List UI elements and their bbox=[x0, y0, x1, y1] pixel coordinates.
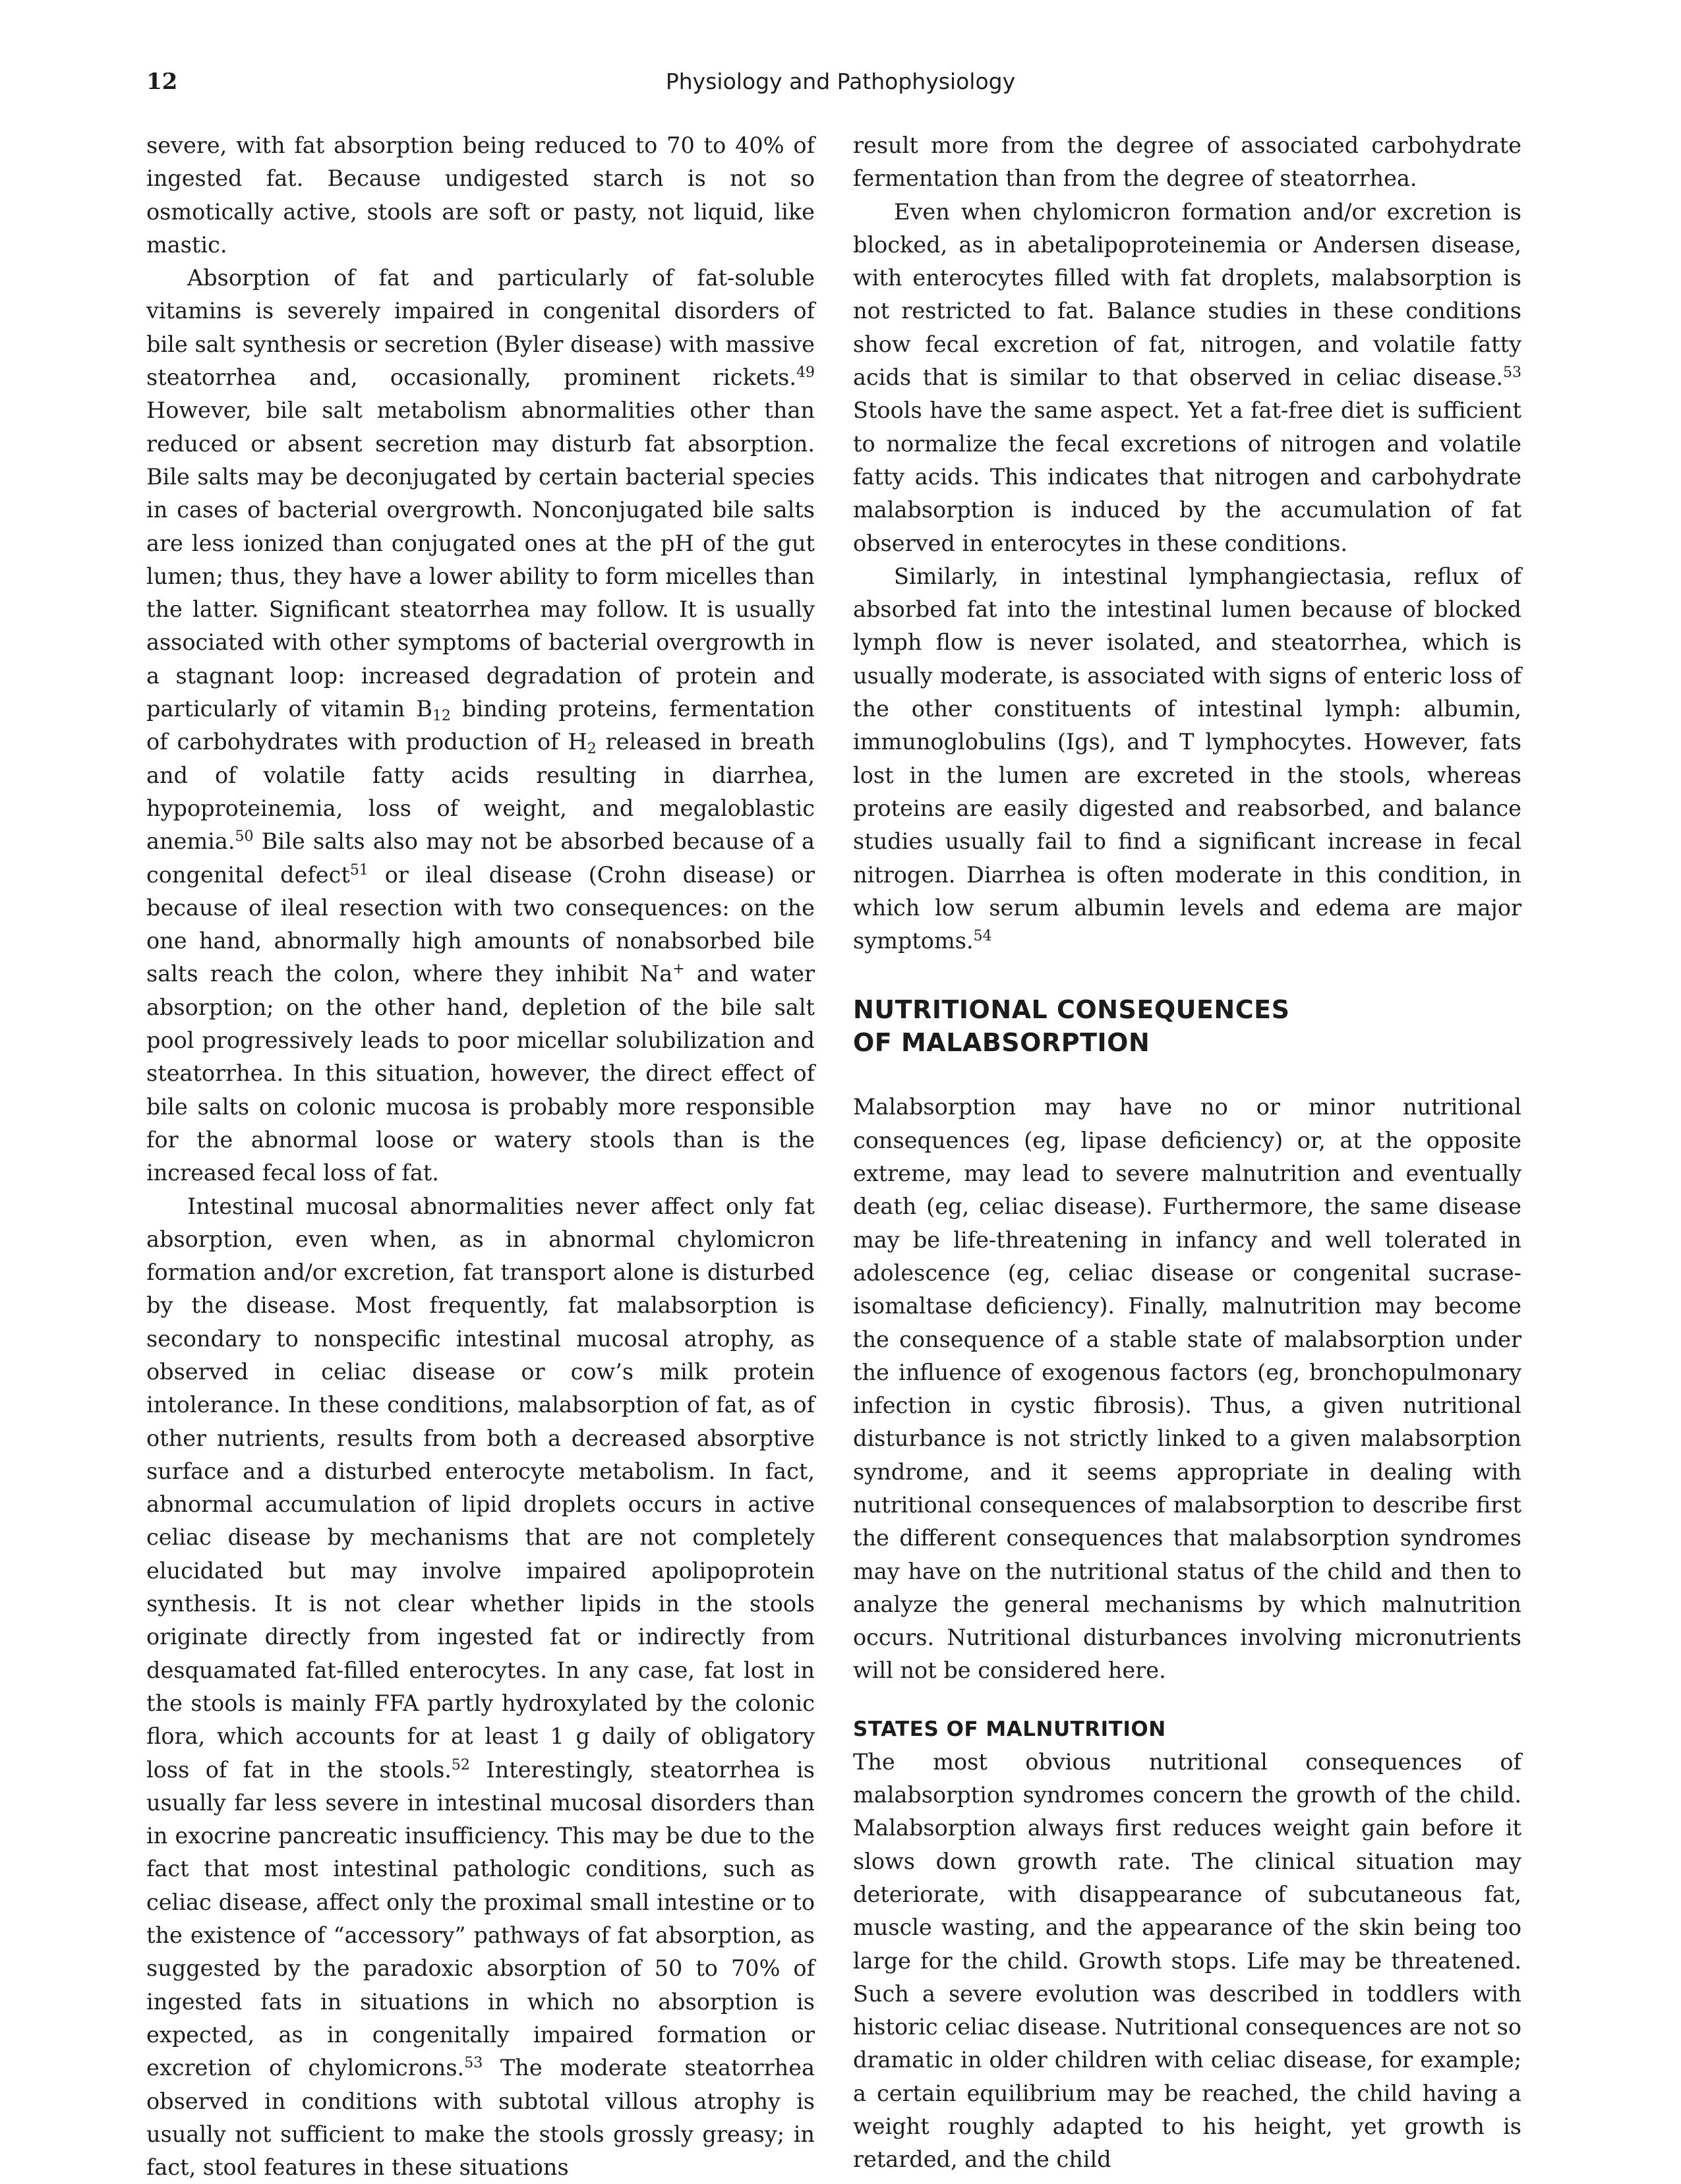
text: result more from the degree of associated carbohydrate fermentation than from the degree of steatorrhea. bbox=[853, 132, 1521, 191]
text: The most obvious nutritional consequences of malabsorption syndromes concern the growth of the child. Malabsorption always first reduces weight gain before it slows down growth rate. The clinical situation may deteriorate, with disappearance of subcutaneous fat, muscle wasting, and the appearance of the skin being too large for the child. Growth stops. Life may be threatened. Such a severe evolution was described in toddlers with historic celiac disease. Nutritional consequences are not so dramatic in older children with celiac disease, for example; a certain equilibrium may be reached, the child having a weight roughly adapted to his height, yet growth is retarded, and the child bbox=[853, 1749, 1521, 2173]
paragraph bbox=[853, 1746, 1521, 2177]
running-header: Physiology and Pathophysiology bbox=[0, 69, 1681, 94]
subsection-heading: STATES OF MALNUTRITION bbox=[853, 1713, 1521, 1746]
citation: 53 bbox=[464, 2055, 483, 2071]
paragraph bbox=[853, 560, 1521, 958]
text: or ileal disease (Crohn disease) or because of ileal resection with two consequences: on the one hand, abnormally high amounts of nonabsorbed bile salts reach the colon, where they inhibit Na bbox=[146, 862, 815, 987]
citation: 54 bbox=[974, 928, 992, 944]
text: Absorption of fat and particularly of fat-soluble vitamins is severely impaired in congenital disorders of bile salt synthesis or secretion (Byler disease) with massive steatorrhea and, occasionally, prominent rickets. bbox=[146, 265, 815, 390]
text: Interestingly, steatorrhea is usually far less severe in intestinal mucosal disorders than in exocrine pancreatic insufficiency. This may be due to the fact that most intestinal pathologic conditions, such as celiac disease, affect only the proximal small intestine or to the existence of “accessory” pathways of fat absorption, as suggested by the paradoxic absorption of 50 to 70% of ingested fats in situations in which no absorption is expected, as in congenitally impaired formation or excretion of chylomicrons. bbox=[146, 1757, 815, 2081]
citation: 49 bbox=[796, 364, 815, 381]
section-heading bbox=[853, 993, 1521, 1059]
text: Malabsorption may have no or minor nutritional consequences (eg, lipase deficiency) or, at the opposite extreme, may lead to severe malnutrition and eventually death (eg, celiac disease). Furthermore, the same disease may be life-threatening in infancy and well tolerated in adolescence (eg, celiac disease or congenital sucrase-isomaltase deficiency). Finally, malnutrition may become the consequence of a stable state of malabsorption under the influence of exogenous factors (eg, bronchopulmonary infection in cystic fibrosis). Thus, a given nutritional disturbance is not strictly linked to a given malabsorption syndrome, and it seems appropriate in dealing with nutritional consequences of malabsorption to describe first the different consequences that malabsorption syndromes may have on the nutritional status of the child and then to analyze the general mechanisms by which malnutrition occurs. Nutritional disturbances involving micronutrients will not be considered here. bbox=[853, 1094, 1521, 1683]
text: The moderate steatorrhea observed in conditions with subtotal villous atrophy is usually not sufficient to make the stools grossly greasy; in fact, stool features in these situations bbox=[146, 2055, 815, 2180]
paragraph bbox=[853, 196, 1521, 560]
subscript: 2 bbox=[587, 741, 597, 757]
text: Stools have the same aspect. Yet a fat-free diet is sufficient to normalize the fecal excretions of nitrogen and volatile fatty acids. This indicates that nitrogen and carbohydrate malabsorption is induced by the accumulation of fat observed in enterocytes in these conditions. bbox=[853, 397, 1521, 556]
text: and water absorption; on the other hand, depletion of the bile salt pool progressively leads to poor micellar solubilization and steatorrhea. In this situation, however, the direct effect of bile salts on colonic mucosa is probably more responsible for the abnormal loose or watery stools than is the increased fecal loss of fat. bbox=[146, 961, 815, 1186]
text: Intestinal mucosal abnormalities never affect only fat absorption, even when, as in abnormal chylomicron formation and/or excretion, fat transport alone is disturbed by the disease. Most frequently, fat malabsorption is secondary to nonspecific intestinal mucosal atrophy, as observed in celiac disease or cow’s milk protein intolerance. In these conditions, malabsorption of fat, as of other nutrients, results from both a decreased absorptive surface and a disturbed enterocyte metabolism. In fact, abnormal accumulation of lipid droplets occurs in active celiac disease by mechanisms that are not completely elucidated but may involve impaired apolipoprotein synthesis. It is not clear whether lipids in the stools originate directly from ingested fat or indirectly from desquamated fat-filled enterocytes. In any case, fat lost in the stools is mainly FFA partly hydroxylated by the colonic flora, which accounts for at least 1 g daily of obligatory loss of fat in the stools. bbox=[146, 1193, 815, 1783]
citation: 53 bbox=[1503, 364, 1521, 381]
text: severe, with fat absorption being reduced to 70 to 40% of ingested fat. Because undigested starch is not so osmotically active, stools are soft or pasty, not liquid, like mastic. bbox=[146, 132, 815, 258]
paragraph bbox=[853, 129, 1521, 196]
citation: 52 bbox=[452, 1757, 470, 1773]
paragraph bbox=[146, 262, 815, 1190]
paragraph bbox=[146, 129, 815, 262]
text: Even when chylomicron formation and/or excretion is blocked, as in abetalipoproteinemia or Andersen disease, with enterocytes filled with fat droplets, malabsorption is not restricted to fat. Balance studies in these conditions show fecal excretion of fat, nitrogen, and volatile fatty acids that is similar to that observed in celiac disease. bbox=[853, 199, 1521, 390]
subscript: 12 bbox=[432, 708, 451, 724]
section-heading-line: NUTRITIONAL CONSEQUENCES bbox=[853, 993, 1521, 1026]
text: However, bile salt metabolism abnormalities other than reduced or absent secretion may disturb fat absorption. Bile salts may be deconjugated by certain bacterial species in cases of bacterial overgrowth. Nonconjugated bile salts are less ionized than conjugated ones at the pH of the gut lumen; thus, they have a lower ability to form micelles than the latter. Significant steatorrhea may follow. It is usually associated with other symptoms of bacterial overgrowth in a stagnant loop: increased degradation of protein and particularly of vitamin B bbox=[146, 397, 815, 722]
text: Similarly, in intestinal lymphangiectasia, reflux of absorbed fat into the intestinal lumen because of blocked lymph flow is never isolated, and steatorrhea, which is usually moderate, is associated with signs of enteric loss of the other constituents of intestinal lymph: albumin, immunoglobulins (Igs), and T lymphocytes. However, fats lost in the lumen are excreted in the stools, whereas proteins are easily digested and reabsorbed, and balance studies usually fail to find a significant increase in fecal nitrogen. Diarrhea is often moderate in this condition, in which low serum albumin levels and edema are major symptoms. bbox=[853, 563, 1521, 954]
right-column bbox=[853, 129, 1521, 2177]
citation: 51 bbox=[350, 862, 369, 878]
paragraph bbox=[853, 1091, 1521, 1687]
citation: 50 bbox=[235, 828, 253, 845]
text: released in breath and of volatile fatty acids resulting in diarrhea, hypoproteinemia, loss of weight, and megaloblastic anemia. bbox=[146, 729, 815, 854]
left-column bbox=[146, 129, 815, 2184]
superscript: + bbox=[672, 961, 684, 977]
section-heading-line: OF MALABSORPTION bbox=[853, 1026, 1521, 1059]
text: Bile salts also may not be absorbed because of a congenital defect bbox=[146, 828, 815, 887]
text: binding proteins, fermentation of carbohydrates with production of H bbox=[146, 696, 815, 755]
page-number: 12 bbox=[146, 69, 177, 95]
paragraph bbox=[146, 1190, 815, 2184]
